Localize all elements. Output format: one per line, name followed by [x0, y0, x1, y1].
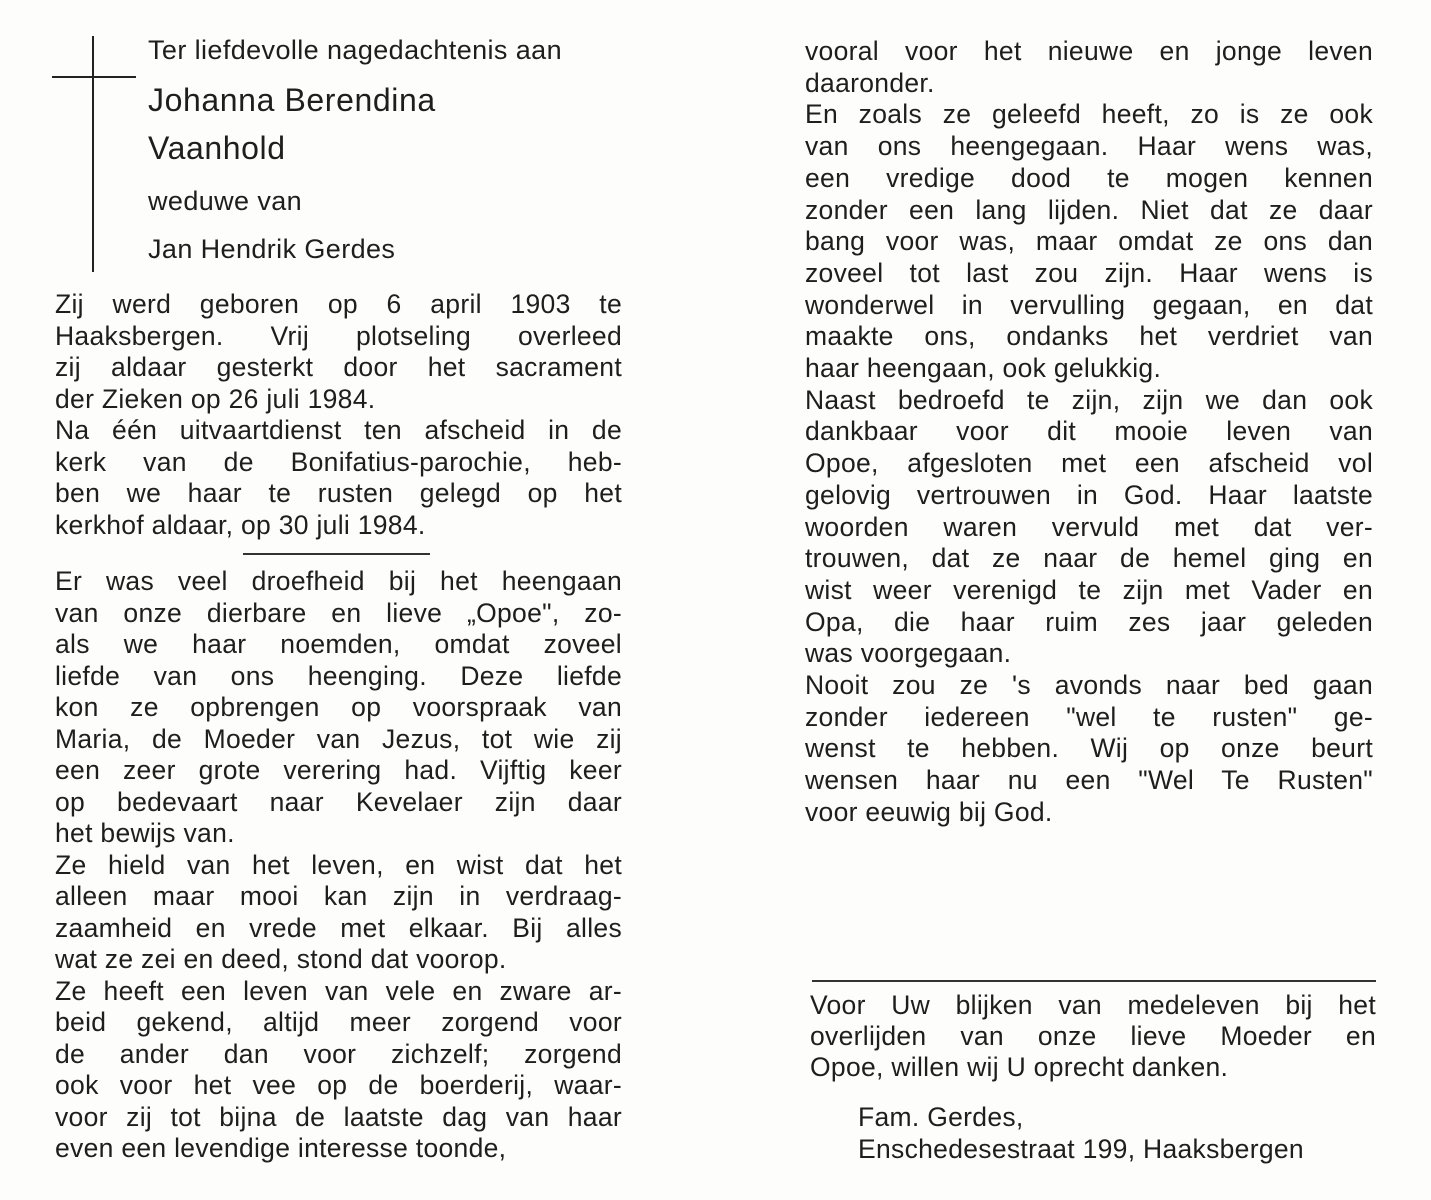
text-line: een zeer grote verering had. Vijftig keer	[55, 755, 622, 785]
text-line: voor eeuwig bij God.	[805, 796, 1053, 827]
text-line: ook voor het vee op de boerderij, waar-	[55, 1070, 622, 1100]
text-line: van onze dierbare en lieve „Opoe", zo-	[55, 597, 622, 628]
widow-of-label: weduwe van	[148, 186, 303, 216]
text-line: even een levendige interesse toonde,	[55, 1133, 507, 1163]
text-line: Maria, de Moeder van Jezus, tot wie zij	[55, 723, 622, 754]
text-line: overlijden van onze lieve Moeder en	[810, 1021, 1376, 1052]
text-line: Nooit zou ze 's avonds naar bed gaan	[805, 670, 1373, 700]
text-line: trouwen, dat ze naar de hemel ging en	[805, 543, 1373, 574]
text-line: wensen haar nu een "Wel Te Rusten"	[805, 765, 1373, 796]
text-line: haar heengaan, ook gelukkig.	[805, 353, 1162, 383]
text-line: maakte ons, ondanks het verdriet van	[805, 321, 1373, 352]
text-line: wenst te hebben. Wij op onze beurt	[805, 733, 1373, 764]
text-line: Voor Uw blijken van medeleven bij het	[810, 990, 1376, 1020]
text-line: de ander dan voor zichzelf; zorgend	[55, 1038, 622, 1069]
text-line: was voorgegaan.	[805, 638, 1012, 669]
text-line: gelovig vertrouwen in God. Haar laatste	[805, 479, 1373, 510]
text-line: daaronder.	[805, 67, 935, 98]
text-line: Opoe, afgesloten met een afscheid vol	[805, 448, 1373, 479]
text-line: beid gekend, altijd meer zorgend voor	[55, 1007, 622, 1037]
text-line: op bedevaart naar Kevelaer zijn daar	[55, 786, 622, 817]
text-line: dankbaar voor dit mooie leven van	[805, 416, 1373, 447]
text-line: zonder een lang lijden. Niet dat ze daar	[805, 194, 1373, 225]
text-line: bang voor was, maar omdat ze ons dan	[805, 226, 1373, 257]
text-line: als we haar noemden, omdat zoveel	[55, 629, 622, 659]
deceased-name-line1: Johanna Berendina	[148, 82, 436, 118]
text-line: Haaksbergen. Vrij plotseling overleed	[55, 320, 622, 351]
text-line: woorden waren vervuld met dat ver-	[805, 511, 1373, 542]
text-line: kon ze opbrengen op voorspraak van	[55, 692, 622, 722]
text-line: zonder iedereen "wel te rusten" ge-	[805, 701, 1373, 732]
text-line: Zij werd geboren op 6 april 1903 te	[55, 289, 622, 319]
text-line: En zoals ze geleefd heeft, zo is ze ook	[805, 99, 1373, 130]
text-line: voor zij tot bijna de laatste dag van haar	[55, 1101, 622, 1132]
text-line: Naast bedroefd te zijn, zijn we dan ook	[805, 384, 1373, 415]
text-line: vooral voor het nieuwe en jonge leven	[805, 36, 1373, 66]
text-line: Opoe, willen wij U oprecht danken.	[810, 1052, 1229, 1083]
divider	[812, 980, 1376, 982]
text-line: ben we haar te rusten gelegd op het	[55, 478, 622, 508]
intro-text: Ter liefdevolle nagedachtenis aan	[148, 35, 562, 65]
text-line: zij aldaar gesterkt door het sacrament	[55, 352, 622, 382]
text-line: wist weer verenigd te zijn met Vader en	[805, 574, 1373, 605]
text-line: Ze hield van het leven, en wist dat het	[55, 849, 622, 880]
text-line: het bewijs van.	[55, 818, 235, 848]
signature: Fam. Gerdes,	[858, 1102, 1024, 1132]
text-line: van ons heengegaan. Haar wens was,	[805, 131, 1373, 162]
text-line: der Zieken op 26 juli 1984.	[55, 383, 376, 414]
text-line: wonderwel in vervulling gegaan, en dat	[805, 289, 1373, 320]
text-line: een vredige dood te mogen kennen	[805, 162, 1373, 193]
husband-name: Jan Hendrik Gerdes	[148, 234, 396, 264]
divider	[243, 553, 430, 555]
address: Enschedesestraat 199, Haaksbergen	[858, 1134, 1304, 1164]
text-line: Opa, die haar ruim zes jaar geleden	[805, 606, 1373, 637]
text-line: kerkhof aldaar, op 30 juli 1984.	[55, 509, 426, 540]
text-line: liefde van ons heenging. Deze liefde	[55, 660, 622, 691]
text-line: alleen maar mooi kan zijn in verdraag-	[55, 881, 622, 911]
text-line: Na één uitvaartdienst ten afscheid in de	[55, 415, 622, 445]
deceased-name-line2: Vaanhold	[148, 130, 286, 166]
text-line: Ze heeft een leven van vele en zware ar-	[55, 975, 622, 1006]
text-line: Er was veel droefheid bij het heengaan	[55, 566, 622, 596]
text-line: wat ze zei en deed, stond dat voorop.	[55, 944, 507, 974]
text-line: zaamheid en vrede met elkaar. Bij alles	[55, 912, 622, 943]
text-line: kerk van de Bonifatius-parochie, heb-	[55, 446, 622, 477]
text-line: zoveel tot last zou zijn. Haar wens is	[805, 257, 1373, 288]
cross-icon	[52, 36, 136, 272]
